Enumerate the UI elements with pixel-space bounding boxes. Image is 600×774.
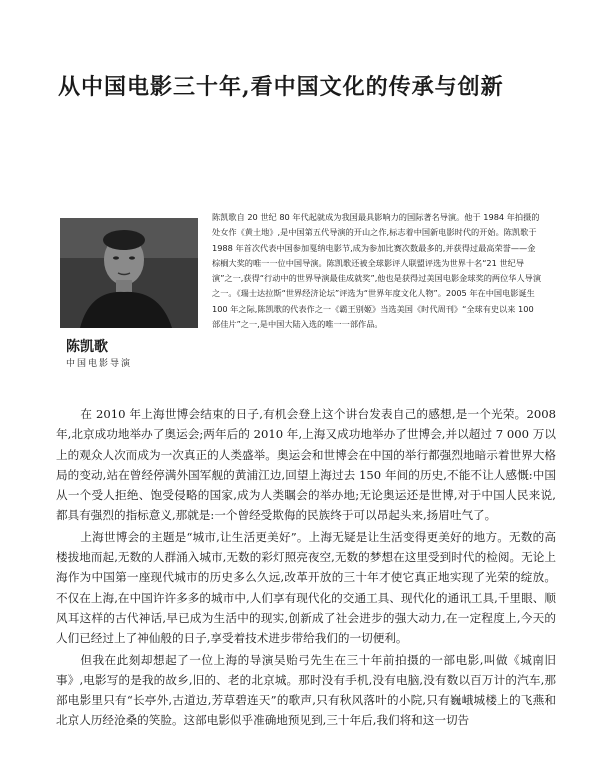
portrait-image <box>60 218 198 328</box>
article-title: 从中国电影三十年,看中国文化的传承与创新 <box>58 74 504 100</box>
author-photo <box>60 218 198 328</box>
article-body <box>56 404 556 731</box>
body-paragraph: 上海世博会的主题是“城市,让生活更美好”。上海无疑是让生活变得更美好的地方。无数的高楼拔地而起,无数的人群涌入城市,无数的彩灯照亮夜空,无数的梦想在这里受到时代的检阅。无论上海作为中国第一座现代城市的历史多么久远,改革开放的三十年才使它真正地实现了光荣的绽放。不仅在上海,在中国许许多多的城市中,人们享有现代化的交通工具、现代化的通讯工具,千里眼、顺风耳这样的古代神话,早已成为生活中的现实,创新成了社会进步的强大动力,在一定程度上,今天的人们已经过上了神仙般的日子,享受着技术进步带给我们的一切便利。 <box>56 529 556 646</box>
author-name: 陈凯歌 <box>66 339 108 355</box>
author-role: 中国电影导演 <box>66 359 133 369</box>
body-paragraph: 但我在此刻却想起了一位上海的导演吴贻弓先生在三十年前拍摄的一部电影,叫做《城南旧事》,电影写的是我的故乡,旧的、老的北京城。那时没有手机,没有电脑,没有数以百万计的汽车,那部电影里只有“长亭外,古道边,芳草碧连天”的歌声,只有秋风落叶的小院,只有巍峨城楼上的飞燕和北京人历经沧桑的笑脸。这部电影似乎准确地预见到,三十年后,我们将和这一切告 <box>56 652 556 728</box>
body-paragraph: 在 2010 年上海世博会结束的日子,有机会登上这个讲台发表自己的感想,是一个光荣。2008 年,北京成功地举办了奥运会;两年后的 2010 年,上海又成功地举办了世博会,并以超过 7 000 万以上的观众人次而成为一次真正的人类盛举。奥运会和世博会在中国的举行都强烈地暗示着世界大格局的变动,站在曾经停满外国军舰的黄浦江边,回望上海过去 150 年间的历史,不能不让人感慨:中国从一个受人拒绝、饱受侵略的国家,成为人类瞩会的举办地;无论奥运还是世博,对于中国人民来说,都具有强烈的指标意义,那就是:一个曾经受欺侮的民族终于可以昂起头来,扬眉吐气了。 <box>56 407 556 523</box>
author-bio: 陈凯歌自 20 世纪 80 年代起就成为我国最具影响力的国际著名导演。他于 1984 年拍摄的处女作《黄土地》,是中国第五代导演的开山之作,标志着中国新电影时代的开始。陈凯歌于 1988 年首次代表中国参加戛纳电影节,成为参加比赛次数最多的,并获得过最高荣誉——金棕榈大奖的唯一一位中国导演。陈凯歌还被全球影评人联盟评选为世界十名“21 世纪导演”之一,获得“行动中的世界导演最佳成就奖”,他也是获得过美国电影金球奖的两位华人导演之一。《瑞士达拉斯“世界经济论坛”评选为“世界年度文化人物”。2005 年在中国电影诞生 100 年之际,陈凯歌的代表作之一《霸王别姬》当选美国《时代周刊》“全球有史以来 100 部佳片”之一,是中国大陆入选的唯一一部作品。 <box>212 212 542 330</box>
